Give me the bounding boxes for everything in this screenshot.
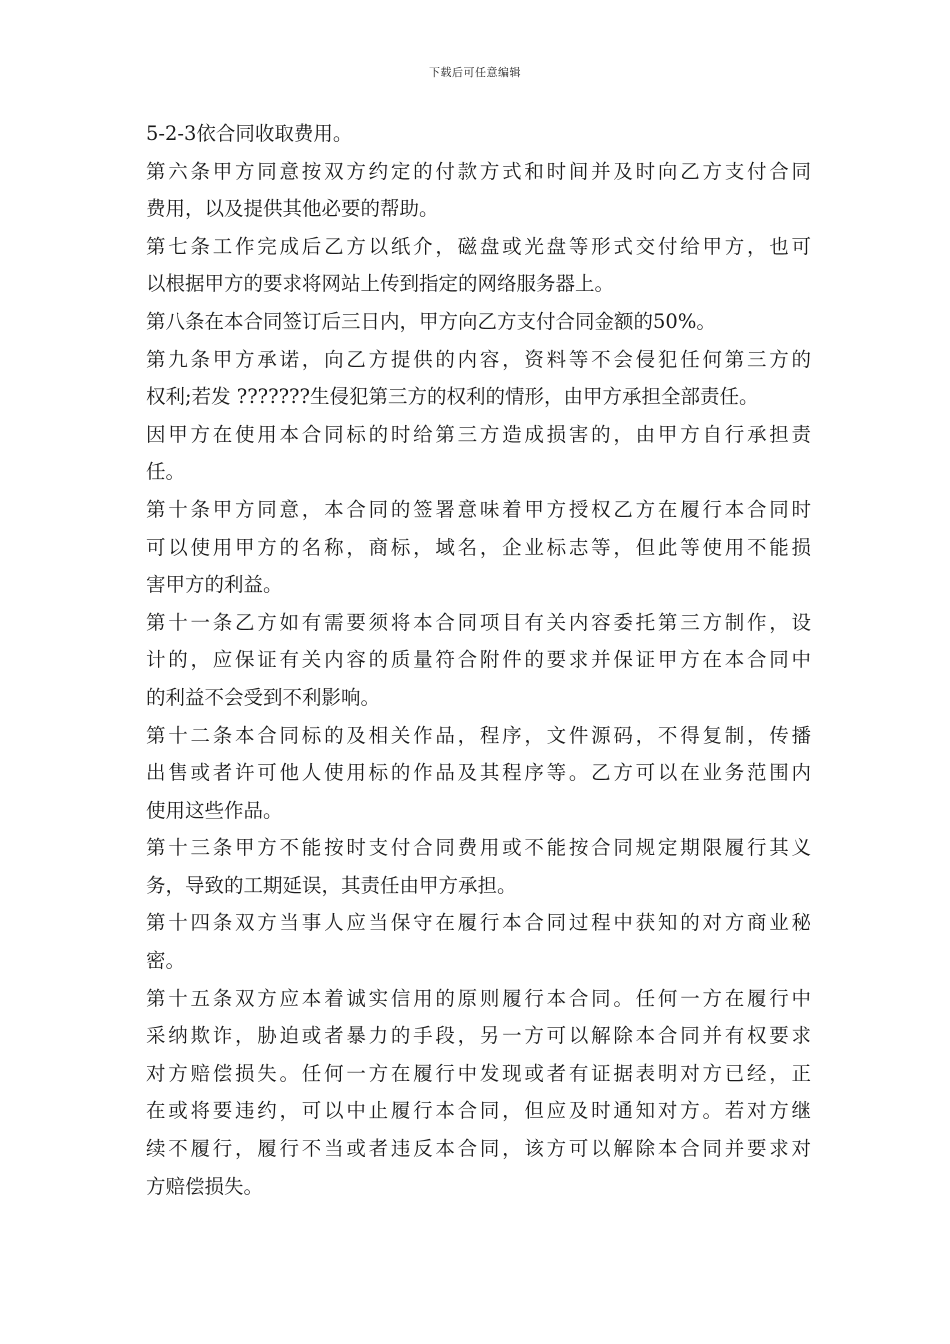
text-line: 费用，以及提供其他必要的帮助。	[146, 197, 439, 221]
page-header: 下载后可任意编辑	[429, 66, 521, 79]
text-line: 因甲方在使用本合同标的时给第三方造成损害的，由甲方自行承担责	[146, 422, 811, 446]
text-line: 第十五条双方应本着诚实信用的原则履行本合同。任何一方在履行中	[146, 986, 811, 1010]
text-line: 可以使用甲方的名称，商标，域名，企业标志等，但此等使用不能损	[146, 535, 811, 559]
text-line: 续不履行，履行不当或者违反本合同，该方可以解除本合同并要求对	[146, 1137, 811, 1161]
text-line: 务，导致的工期延误，其责任由甲方承担。	[146, 873, 517, 897]
text-line: 使用这些作品。	[146, 798, 283, 822]
text-line: 任。	[146, 460, 186, 484]
text-line: 的利益不会受到不利影响。	[146, 685, 381, 709]
text-line: 害甲方的利益。	[146, 573, 283, 597]
text-line: 第八条在本合同签订后三日内，甲方向乙方支付合同金额的50%。	[146, 309, 716, 333]
text-line: 权利;若发 ???????生侵犯第三方的权利的情形，由甲方承担全部责任。	[146, 385, 759, 409]
text-line: 对方赔偿损失。任何一方在履行中发现或者有证据表明对方已经，正	[146, 1061, 811, 1085]
text-line: 第十一条乙方如有需要须将本合同项目有关内容委托第三方制作，设	[146, 610, 811, 634]
text-line: 第十条甲方同意，本合同的签署意味着甲方授权乙方在履行本合同时	[146, 497, 811, 521]
text-line: 采纳欺诈，胁迫或者暴力的手段，另一方可以解除本合同并有权要求	[146, 1024, 811, 1048]
text-line: 第七条工作完成后乙方以纸介，磁盘或光盘等形式交付给甲方，也可	[146, 234, 811, 258]
text-line: 密。	[146, 949, 186, 973]
text-line: 方赔偿损失。	[146, 1174, 264, 1198]
text-line: 在或将要违约，可以中止履行本合同，但应及时通知对方。若对方继	[146, 1099, 811, 1123]
text-line: 第十二条本合同标的及相关作品，程序，文件源码，不得复制，传播	[146, 723, 811, 747]
text-line: 出售或者许可他人使用标的作品及其程序等。乙方可以在业务范围内	[146, 761, 811, 785]
text-line: 计的，应保证有关内容的质量符合附件的要求并保证甲方在本合同中	[146, 648, 811, 672]
text-line: 第十四条双方当事人应当保守在履行本合同过程中获知的对方商业秘	[146, 911, 811, 935]
text-line: 第九条甲方承诺，向乙方提供的内容，资料等不会侵犯任何第三方的	[146, 347, 811, 371]
text-line: 5-2-3依合同收取费用。	[146, 122, 353, 145]
text-line: 以根据甲方的要求将网站上传到指定的网络服务器上。	[146, 272, 615, 296]
contract-body	[146, 115, 811, 1205]
text-line: 第六条甲方同意按双方约定的付款方式和时间并及时向乙方支付合同	[146, 159, 811, 183]
text-line: 第十三条甲方不能按时支付合同费用或不能按合同规定期限履行其义	[146, 836, 811, 860]
